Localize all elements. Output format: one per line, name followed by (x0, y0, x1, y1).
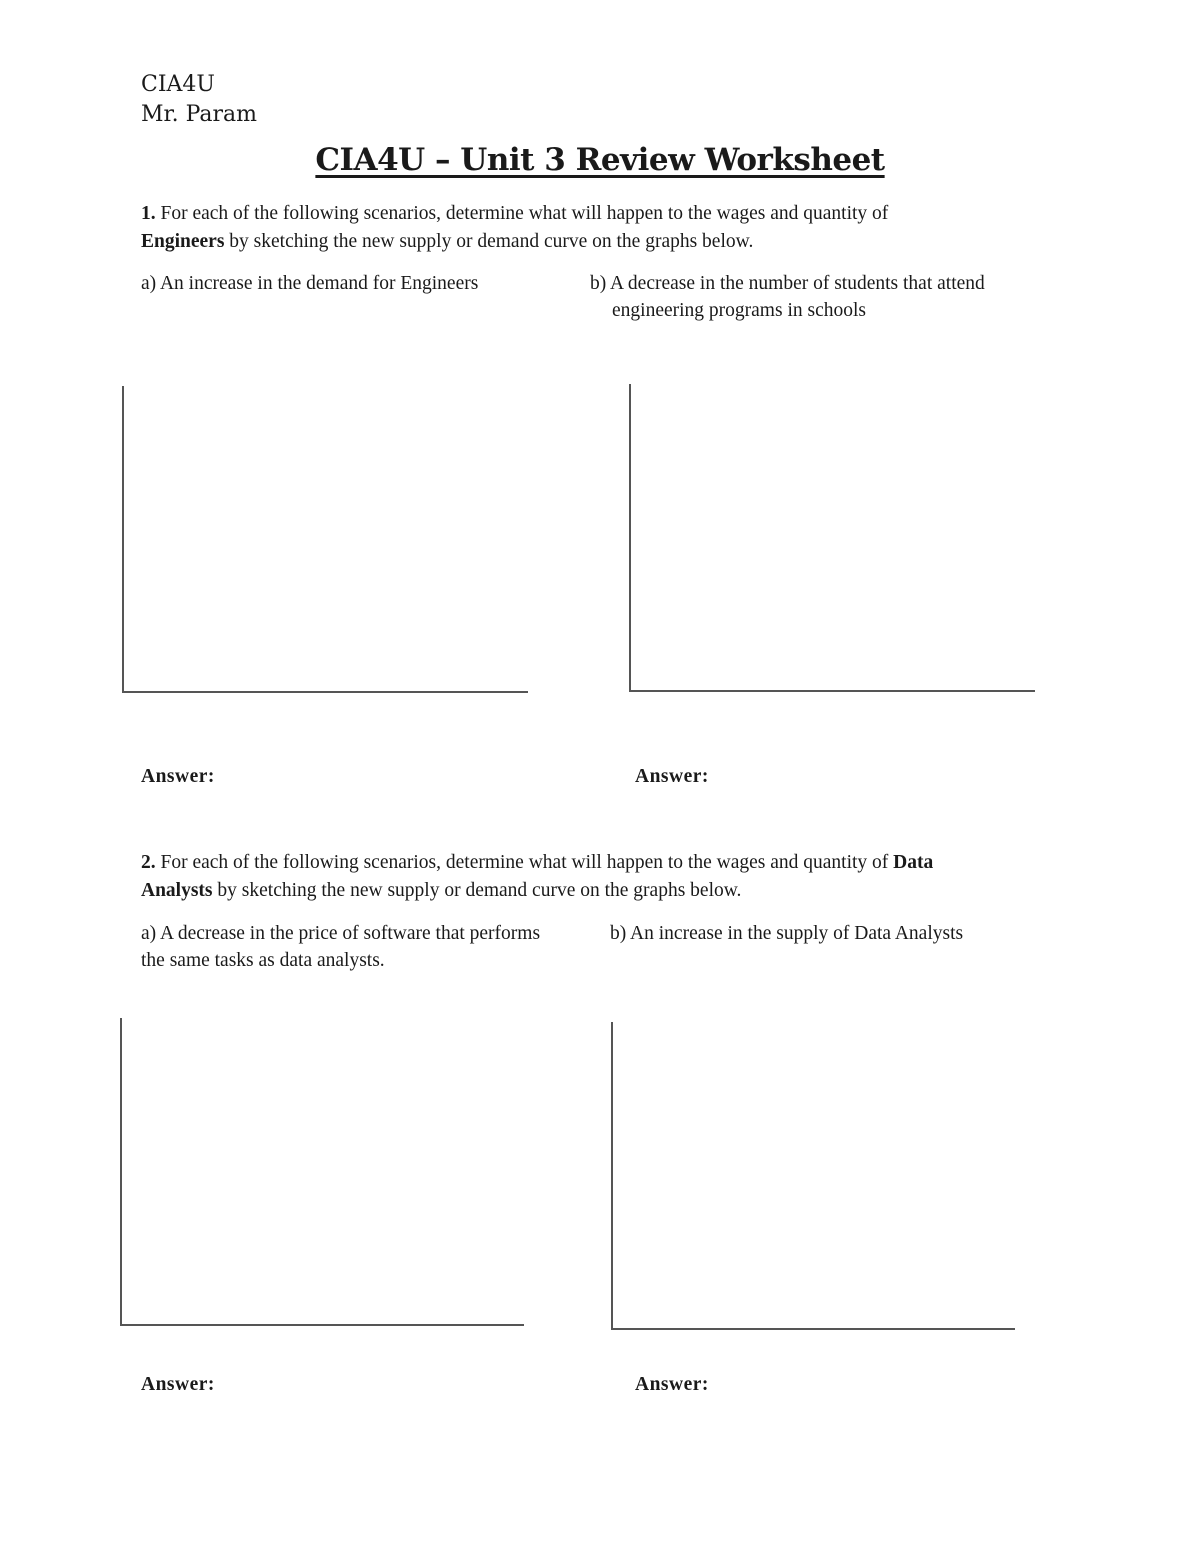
question-1-number: 1. (141, 203, 156, 224)
q2-graph-b-axes[interactable] (611, 1022, 1015, 1330)
q1-graph-a-axes[interactable] (122, 386, 528, 693)
q2-part-b-label: b) An increase in the supply of Data Analysts (610, 923, 964, 944)
q1-part-b-label: b) A decrease in the number of students that attend (590, 273, 985, 294)
q2-graph-a-axes[interactable] (120, 1018, 524, 1326)
q1-part-a-label: a) An increase in the demand for Engineers (141, 273, 479, 294)
question-2-text-after: by sketching the new supply or demand curve on the graphs below. (217, 880, 742, 901)
q2-answer-a-label: Answer: (141, 1374, 215, 1395)
question-1-text-after: by sketching the new supply or demand curve on the graphs below. (229, 231, 754, 252)
question-2-bold-term-1: Data (893, 852, 934, 873)
question-2-bold-term-2: Analysts (141, 880, 213, 901)
teacher-name: Mr. Param (141, 102, 258, 127)
q2-part-a-label: a) A decrease in the price of software that performs (141, 923, 541, 944)
question-1-text-before: For each of the following scenarios, determine what will happen to the wages and quantity of (160, 203, 889, 224)
question-1-text (141, 200, 1041, 256)
question-2-number: 2. (141, 852, 156, 873)
question-2-text (141, 849, 1041, 905)
q1-part-b-label-cont: engineering programs in schools (612, 300, 866, 321)
course-code: CIA4U (141, 72, 215, 97)
q2-part-a-label-cont: the same tasks as data analysts. (141, 950, 385, 971)
q1-answer-b-label: Answer: (635, 766, 709, 787)
page-title: CIA4U – Unit 3 Review Worksheet (315, 142, 885, 178)
q2-answer-b-label: Answer: (635, 1374, 709, 1395)
q1-graph-b-axes[interactable] (629, 384, 1035, 692)
q1-answer-a-label: Answer: (141, 766, 215, 787)
question-2-text-before: For each of the following scenarios, determine what will happen to the wages and quantity of (160, 852, 889, 873)
question-1-bold-term: Engineers (141, 231, 225, 252)
